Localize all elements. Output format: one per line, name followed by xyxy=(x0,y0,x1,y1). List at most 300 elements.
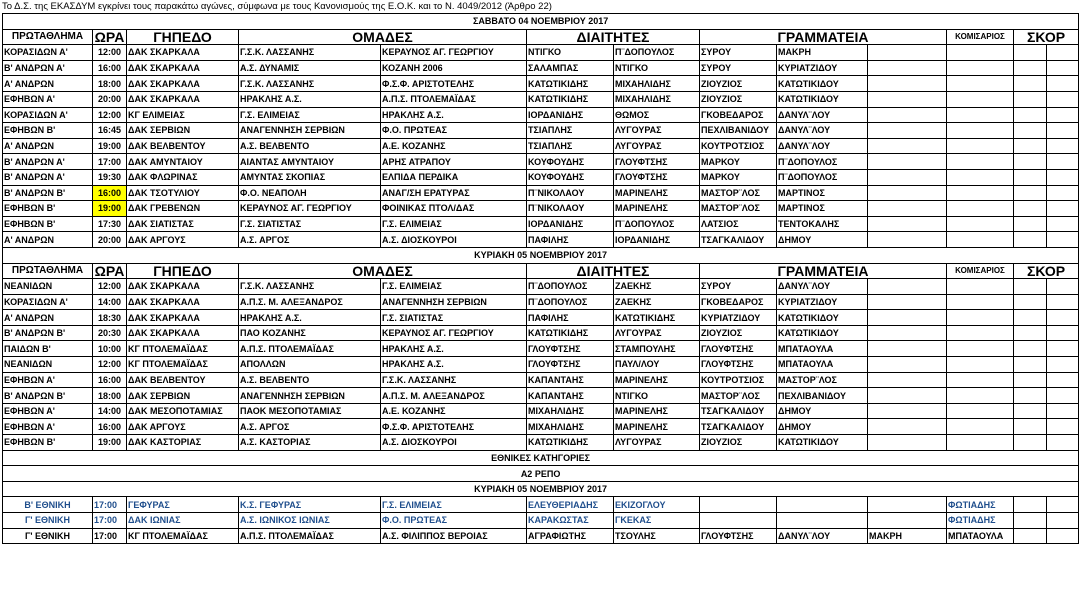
referee-1-cell: ΤΣΙΑΠΛΗΣ xyxy=(527,138,614,154)
referee-1-cell: ΚΟΥΦΟΥΔΗΣ xyxy=(527,169,614,185)
secretary-2-cell: ΔΑΝΥΛ¨ΛΟΥ xyxy=(777,528,868,544)
blank-cell xyxy=(868,76,947,92)
national-match-row xyxy=(3,497,1079,513)
match-row xyxy=(3,357,1079,373)
match-row xyxy=(3,341,1079,357)
score-away-cell xyxy=(1047,279,1079,295)
away-team-cell: Α.Σ. ΦΙΛΙΠΠΟΣ ΒΕΡΟΙΑΣ xyxy=(381,528,527,544)
time-cell: 18:00 xyxy=(93,76,127,92)
commissioner-cell xyxy=(947,45,1014,61)
match-row xyxy=(3,91,1079,107)
home-team-cell: Γ.Σ.Κ. ΛΑΣΣΑΝΗΣ xyxy=(239,279,381,295)
home-team-cell: ΑΝΑΓΕΝΝΗΣΗ ΣΕΡΒΙΩΝ xyxy=(239,123,381,139)
score-away-cell xyxy=(1047,357,1079,373)
header-time: ΩΡΑ xyxy=(93,263,127,279)
score-away-cell xyxy=(1047,216,1079,232)
away-team-cell: Γ.Σ.Κ. ΛΑΣΣΑΝΗΣ xyxy=(381,372,527,388)
home-team-cell: ΚΕΡΑΥΝΟΣ ΑΓ. ΓΕΩΡΓΙΟΥ xyxy=(239,201,381,217)
referee-2-cell: ΙΟΡΔΑΝΙΔΗΣ xyxy=(614,232,700,248)
secretary-1-cell: ΤΣΑΓΚΑΛΙΔΟΥ xyxy=(700,403,777,419)
score-home-cell xyxy=(1014,279,1047,295)
secretary-2-cell: ΔΑΝΥΛ¨ΛΟΥ xyxy=(777,279,868,295)
secretary-1-cell xyxy=(700,513,777,529)
home-team-cell: Γ.Σ. ΕΛΙΜΕΙΑΣ xyxy=(239,107,381,123)
referee-1-cell: Π¨ΝΙΚΟΛΑΟΥ xyxy=(527,201,614,217)
commissioner-cell xyxy=(947,91,1014,107)
score-home-cell xyxy=(1014,513,1047,529)
championship-cell: Α' ΑΝΔΡΩΝ xyxy=(3,76,93,92)
score-home-cell xyxy=(1014,201,1047,217)
referee-1-cell: ΚΑΤΩΤΙΚΙΔΗΣ xyxy=(527,325,614,341)
score-home-cell xyxy=(1014,310,1047,326)
time-cell: 17:00 xyxy=(93,513,127,529)
championship-cell: Α' ΑΝΔΡΩΝ xyxy=(3,310,93,326)
blank-cell xyxy=(868,169,947,185)
championship-cell: ΚΟΡΑΣΙΔΩΝ Α' xyxy=(3,294,93,310)
venue-cell: ΔΑΚ ΣΚΑΡΚΑΛΑ xyxy=(127,325,239,341)
referee-2-cell: ΜΑΡΙΝΕΛΗΣ xyxy=(614,185,700,201)
referee-2-cell: Π¨ΔΟΠΟΥΛΟΣ xyxy=(614,45,700,61)
secretary-1-cell: ΜΑΡΚΟΥ xyxy=(700,154,777,170)
away-team-cell: Φ.Σ.Φ. ΑΡΙΣΤΟΤΕΛΗΣ xyxy=(381,419,527,435)
home-team-cell: Γ.Σ.Κ. ΛΑΣΣΑΝΗΣ xyxy=(239,76,381,92)
blank-cell xyxy=(868,107,947,123)
blank-cell xyxy=(868,388,947,404)
secretary-2-cell: ΠΕΧΛΙΒΑΝΙΔΟΥ xyxy=(777,388,868,404)
commissioner-cell xyxy=(947,138,1014,154)
away-team-cell: Α.Π.Σ. ΠΤΟΛΕΜΑΪΔΑΣ xyxy=(381,91,527,107)
secretary-2-cell: ΚΥΡΙΑΤΖΙΔΟΥ xyxy=(777,294,868,310)
commissioner-cell xyxy=(947,388,1014,404)
commissioner-cell xyxy=(947,76,1014,92)
extra-cell: ΜΑΚΡΗ xyxy=(868,528,947,544)
secretary-2-cell: Π¨ΔΟΠΟΥΛΟΣ xyxy=(777,169,868,185)
referee-1-cell: ΜΙΧΑΗΛΙΔΗΣ xyxy=(527,419,614,435)
time-cell: 14:00 xyxy=(93,294,127,310)
home-team-cell: ΠΑΟ ΚΟΖΑΝΗΣ xyxy=(239,325,381,341)
commissioner-cell xyxy=(947,232,1014,248)
referee-1-cell: ΠΑΦΙΛΗΣ xyxy=(527,232,614,248)
championship-cell: ΕΦΗΒΩΝ Α' xyxy=(3,403,93,419)
commissioner-cell xyxy=(947,169,1014,185)
blank-cell xyxy=(868,216,947,232)
referee-1-cell: ΤΣΙΑΠΛΗΣ xyxy=(527,123,614,139)
blank-cell xyxy=(868,123,947,139)
score-home-cell xyxy=(1014,388,1047,404)
secretary-1-cell: ΓΚΟΒΕΔΑΡΟΣ xyxy=(700,107,777,123)
home-team-cell: Α.Σ. ΔΥΝΑΜΙΣ xyxy=(239,60,381,76)
score-away-cell xyxy=(1047,154,1079,170)
home-team-cell: Α.Σ. ΒΕΛΒΕΝΤΟ xyxy=(239,138,381,154)
championship-cell: Β' ΑΝΔΡΩΝ Α' xyxy=(3,169,93,185)
commissioner-cell xyxy=(947,60,1014,76)
match-row xyxy=(3,76,1079,92)
championship-cell: Β' ΑΝΔΡΩΝ Β' xyxy=(3,388,93,404)
championship-cell: ΕΦΗΒΩΝ Α' xyxy=(3,91,93,107)
referee-2-cell: ΓΚΕΚΑΣ xyxy=(614,513,700,529)
score-home-cell xyxy=(1014,169,1047,185)
referee-1-cell: Π¨ΔΟΠΟΥΛΟΣ xyxy=(527,294,614,310)
time-cell: 19:00 xyxy=(93,138,127,154)
away-team-cell: Γ.Σ. ΣΙΑΤΙΣΤΑΣ xyxy=(381,310,527,326)
match-row xyxy=(3,60,1079,76)
referee-1-cell: ΜΙΧΑΗΛΙΔΗΣ xyxy=(527,403,614,419)
saturday-title-text: ΣΑΒΒΑΤΟ 04 ΝΟΕΜΒΡΙΟΥ 2017 xyxy=(3,14,1079,30)
national-subtitle-text: Α2 ΡΕΠΟ xyxy=(3,466,1079,482)
home-team-cell: ΑΙΑΝΤΑΣ ΑΜΥΝΤΑΙΟΥ xyxy=(239,154,381,170)
referee-1-cell: ΚΑΠΑΝΤΑΗΣ xyxy=(527,388,614,404)
home-team-cell: ΗΡΑΚΛΗΣ Α.Σ. xyxy=(239,91,381,107)
referee-2-cell: ΜΙΧΑΗΛΙΔΗΣ xyxy=(614,76,700,92)
commissioner-cell xyxy=(947,419,1014,435)
score-away-cell xyxy=(1047,232,1079,248)
secretary-2-cell: ΜΑΡΤΙΝΟΣ xyxy=(777,185,868,201)
sunday-title xyxy=(3,247,1079,263)
score-away-cell xyxy=(1047,91,1079,107)
match-row xyxy=(3,154,1079,170)
score-away-cell xyxy=(1047,372,1079,388)
score-home-cell xyxy=(1014,372,1047,388)
away-team-cell: ΚΟΖΑΝΗ 2006 xyxy=(381,60,527,76)
score-away-cell xyxy=(1047,123,1079,139)
secretary-1-cell: ΓΛΟΥΦΤΣΗΣ xyxy=(700,341,777,357)
blank-cell xyxy=(868,279,947,295)
secretary-2-cell: ΚΑΤΩΤΙΚΙΔΟΥ xyxy=(777,435,868,451)
venue-cell: ΚΓ ΠΤΟΛΕΜΑΪΔΑΣ xyxy=(127,341,239,357)
blank-cell xyxy=(868,403,947,419)
secretary-1-cell: ΚΟΥΤΡΟΤΣΙΟΣ xyxy=(700,138,777,154)
home-team-cell: ΑΝΑΓΕΝΝΗΣΗ ΣΕΡΒΙΩΝ xyxy=(239,388,381,404)
header-venue: ΓΗΠΕΔΟ xyxy=(127,29,239,45)
blank-cell xyxy=(868,91,947,107)
time-cell: 19:30 xyxy=(93,169,127,185)
time-cell: 19:00 xyxy=(93,435,127,451)
time-cell: 17:00 xyxy=(93,154,127,170)
score-home-cell xyxy=(1014,154,1047,170)
referee-2-cell: ΜΑΡΙΝΕΛΗΣ xyxy=(614,419,700,435)
referee-2-cell: ΣΤΑΜΠΟΥΛΗΣ xyxy=(614,341,700,357)
secretary-1-cell: ΜΑΣΤΟΡ¨ΛΟΣ xyxy=(700,201,777,217)
championship-cell: ΝΕΑΝΙΔΩΝ xyxy=(3,357,93,373)
venue-cell: ΔΑΚ ΣΕΡΒΙΩΝ xyxy=(127,123,239,139)
secretary-1-cell: ΚΟΥΤΡΟΤΣΙΟΣ xyxy=(700,372,777,388)
away-team-cell: Γ.Σ. ΕΛΙΜΕΙΑΣ xyxy=(381,216,527,232)
referee-2-cell: ΓΛΟΥΦΤΣΗΣ xyxy=(614,154,700,170)
home-team-cell: Γ.Σ. ΣΙΑΤΙΣΤΑΣ xyxy=(239,216,381,232)
away-team-cell: Α.Ε. ΚΟΖΑΝΗΣ xyxy=(381,403,527,419)
venue-cell: ΔΑΚ ΣΚΑΡΚΑΛΑ xyxy=(127,91,239,107)
time-cell: 18:00 xyxy=(93,388,127,404)
venue-cell: ΔΑΚ ΒΕΛΒΕΝΤΟΥ xyxy=(127,372,239,388)
header-score: ΣΚΟΡ xyxy=(1014,29,1079,45)
away-team-cell: Φ.Σ.Φ. ΑΡΙΣΤΟΤΕΛΗΣ xyxy=(381,76,527,92)
referee-2-cell: ΛΥΓΟΥΡΑΣ xyxy=(614,435,700,451)
secretary-2-cell: ΔΑΝΥΛ¨ΛΟΥ xyxy=(777,123,868,139)
time-cell: 16:45 xyxy=(93,123,127,139)
header-referees: ΔΙΑΙΤΗΤΕΣ xyxy=(527,29,700,45)
score-away-cell xyxy=(1047,403,1079,419)
time-cell: 16:00 xyxy=(93,185,127,201)
secretary-1-cell: ΖΙΟΥΖΙΟΣ xyxy=(700,91,777,107)
secretary-2-cell: ΚΑΤΩΤΙΚΙΔΟΥ xyxy=(777,325,868,341)
national-title-text: ΕΘΝΙΚΕΣ ΚΑΤΗΓΟΡΙΕΣ xyxy=(3,450,1079,466)
match-row xyxy=(3,388,1079,404)
time-cell: 19:00 xyxy=(93,201,127,217)
venue-cell: ΔΑΚ ΣΚΑΡΚΑΛΑ xyxy=(127,60,239,76)
match-row xyxy=(3,45,1079,61)
score-away-cell xyxy=(1047,341,1079,357)
schedule-body xyxy=(3,14,1079,544)
time-cell: 18:30 xyxy=(93,310,127,326)
championship-cell: ΕΦΗΒΩΝ Α' xyxy=(3,372,93,388)
time-cell: 20:00 xyxy=(93,91,127,107)
blank-cell xyxy=(868,357,947,373)
secretary-2-cell: ΔΗΜΟΥ xyxy=(777,232,868,248)
header-commissioner: ΚΟΜΙΣΑΡΙΟΣ xyxy=(947,29,1014,45)
referee-1-cell: ΚΑΠΑΝΤΑΗΣ xyxy=(527,372,614,388)
referee-1-cell: ΠΑΦΙΛΗΣ xyxy=(527,310,614,326)
score-home-cell xyxy=(1014,232,1047,248)
secretary-1-cell: ΜΑΡΚΟΥ xyxy=(700,169,777,185)
match-row xyxy=(3,201,1079,217)
away-team-cell: ΚΕΡΑΥΝΟΣ ΑΓ. ΓΕΩΡΓΙΟΥ xyxy=(381,325,527,341)
away-team-cell: Α.Σ. ΔΙΟΣΚΟΥΡΟΙ xyxy=(381,435,527,451)
secretary-2-cell: ΔΑΝΥΛ¨ΛΟΥ xyxy=(777,107,868,123)
championship-cell: ΕΦΗΒΩΝ Β' xyxy=(3,123,93,139)
match-row xyxy=(3,372,1079,388)
secretary-1-cell: ΛΑΤΣΙΟΣ xyxy=(700,216,777,232)
championship-cell: Β' ΑΝΔΡΩΝ Α' xyxy=(3,60,93,76)
home-team-cell: ΗΡΑΚΛΗΣ Α.Σ. xyxy=(239,310,381,326)
away-team-cell: ΑΝΑΓ/ΣΗ ΕΡΑΤΥΡΑΣ xyxy=(381,185,527,201)
referee-2-cell: ΝΤΙΓΚΟ xyxy=(614,60,700,76)
score-away-cell xyxy=(1047,138,1079,154)
secretary-1-cell: ΣΥΡΟΥ xyxy=(700,279,777,295)
header-secretariat: ΓΡΑΜΜΑΤΕΙΑ xyxy=(700,263,947,279)
blank-cell xyxy=(868,341,947,357)
score-away-cell xyxy=(1047,169,1079,185)
secretary-1-cell: ΖΙΟΥΖΙΟΣ xyxy=(700,76,777,92)
away-team-cell: ΑΡΗΣ ΑΤΡΑΠΟΥ xyxy=(381,154,527,170)
secretary-1-cell: ΤΣΑΓΚΑΛΙΔΟΥ xyxy=(700,232,777,248)
home-team-cell: ΠΑΟΚ ΜΕΣΟΠΟΤΑΜΙΑΣ xyxy=(239,403,381,419)
away-team-cell: Α.Σ. ΔΙΟΣΚΟΥΡΟΙ xyxy=(381,232,527,248)
championship-cell: ΚΟΡΑΣΙΔΩΝ Α' xyxy=(3,45,93,61)
score-home-cell xyxy=(1014,107,1047,123)
venue-cell: ΔΑΚ ΣΚΑΡΚΑΛΑ xyxy=(127,294,239,310)
home-team-cell: Γ.Σ.Κ. ΛΑΣΣΑΝΗΣ xyxy=(239,45,381,61)
home-team-cell: Α.Σ. ΑΡΓΟΣ xyxy=(239,419,381,435)
score-away-cell xyxy=(1047,201,1079,217)
championship-cell: Β' ΑΝΔΡΩΝ Α' xyxy=(3,154,93,170)
secretary-2-cell: ΜΠΑΤΑΟΥΛΑ xyxy=(777,357,868,373)
secretary-1-cell: ΚΥΡΙΑΤΖΙΔΟΥ xyxy=(700,310,777,326)
championship-cell: ΕΦΗΒΩΝ Β' xyxy=(3,216,93,232)
blank-cell xyxy=(868,294,947,310)
referee-2-cell: ΠΑΥΛ/ΛΟΥ xyxy=(614,357,700,373)
commissioner-cell: ΜΠΑΤΑΟΥΛΑ xyxy=(947,528,1014,544)
venue-cell: ΔΑΚ ΣΚΑΡΚΑΛΑ xyxy=(127,76,239,92)
score-home-cell xyxy=(1014,76,1047,92)
score-home-cell xyxy=(1014,294,1047,310)
score-away-cell xyxy=(1047,294,1079,310)
championship-cell: Γ' ΕΘΝΙΚΗ xyxy=(3,528,93,544)
match-row xyxy=(3,216,1079,232)
national-day-text: ΚΥΡΙΑΚΗ 05 ΝΟΕΜΒΡΙΟΥ 2017 xyxy=(3,481,1079,497)
time-cell: 17:30 xyxy=(93,216,127,232)
match-row xyxy=(3,310,1079,326)
venue-cell: ΔΑΚ ΑΡΓΟΥΣ xyxy=(127,232,239,248)
score-home-cell xyxy=(1014,435,1047,451)
referee-2-cell: ΖΑΕΚΗΣ xyxy=(614,294,700,310)
venue-cell: ΚΓ ΕΛΙΜΕΙΑΣ xyxy=(127,107,239,123)
away-team-cell: ΗΡΑΚΛΗΣ Α.Σ. xyxy=(381,341,527,357)
secretary-1-cell: ΖΙΟΥΖΙΟΣ xyxy=(700,325,777,341)
saturday-title xyxy=(3,14,1079,30)
referee-2-cell: Π¨ΔΟΠΟΥΛΟΣ xyxy=(614,216,700,232)
match-row xyxy=(3,123,1079,139)
referee-1-cell: ΕΛΕΥΘΕΡΙΑΔΗΣ xyxy=(527,497,614,513)
secretary-1-cell xyxy=(700,497,777,513)
secretary-2-cell: ΚΑΤΩΤΙΚΙΔΟΥ xyxy=(777,91,868,107)
referee-2-cell: ΜΑΡΙΝΕΛΗΣ xyxy=(614,372,700,388)
referee-1-cell: ΚΑΤΩΤΙΚΙΔΗΣ xyxy=(527,91,614,107)
score-home-cell xyxy=(1014,497,1047,513)
referee-1-cell: ΑΓΡΑΦΙΩΤΗΣ xyxy=(527,528,614,544)
championship-cell: ΕΦΗΒΩΝ Α' xyxy=(3,419,93,435)
score-home-cell xyxy=(1014,341,1047,357)
commissioner-cell xyxy=(947,310,1014,326)
commissioner-cell xyxy=(947,201,1014,217)
score-away-cell xyxy=(1047,310,1079,326)
blank-cell xyxy=(868,310,947,326)
time-cell: 17:00 xyxy=(93,528,127,544)
blank-cell xyxy=(868,419,947,435)
secretary-1-cell: ΜΑΣΤΟΡ¨ΛΟΣ xyxy=(700,388,777,404)
home-team-cell: Α.Σ. ΙΩΝΙΚΟΣ ΙΩΝΙΑΣ xyxy=(239,513,381,529)
venue-cell: ΔΑΚ ΣΚΑΡΚΑΛΑ xyxy=(127,279,239,295)
score-home-cell xyxy=(1014,528,1047,544)
commissioner-cell: ΦΩΤΙΑΔΗΣ xyxy=(947,513,1014,529)
score-away-cell xyxy=(1047,513,1079,529)
score-away-cell xyxy=(1047,435,1079,451)
referee-1-cell: Π¨ΝΙΚΟΛΑΟΥ xyxy=(527,185,614,201)
score-home-cell xyxy=(1014,419,1047,435)
score-away-cell xyxy=(1047,76,1079,92)
secretary-1-cell: ΓΚΟΒΕΔΑΡΟΣ xyxy=(700,294,777,310)
match-row xyxy=(3,232,1079,248)
secretary-1-cell: ΠΕΧΛΙΒΑΝΙΔΟΥ xyxy=(700,123,777,139)
score-away-cell xyxy=(1047,528,1079,544)
secretary-1-cell: ΓΛΟΥΦΤΣΗΣ xyxy=(700,528,777,544)
secretary-2-cell: ΚΑΤΩΤΙΚΙΔΟΥ xyxy=(777,76,868,92)
secretary-1-cell: ΤΣΑΓΚΑΛΙΔΟΥ xyxy=(700,419,777,435)
venue-cell: ΚΓ ΠΤΟΛΕΜΑΪΔΑΣ xyxy=(127,528,239,544)
match-row xyxy=(3,185,1079,201)
referee-2-cell: ΚΑΤΩΤΙΚΙΔΗΣ xyxy=(614,310,700,326)
score-home-cell xyxy=(1014,216,1047,232)
header-referees: ΔΙΑΙΤΗΤΕΣ xyxy=(527,263,700,279)
score-away-cell xyxy=(1047,185,1079,201)
referee-1-cell: ΚΑΤΩΤΙΚΙΔΗΣ xyxy=(527,76,614,92)
score-home-cell xyxy=(1014,91,1047,107)
championship-cell: Β' ΑΝΔΡΩΝ Β' xyxy=(3,185,93,201)
away-team-cell: Φ.Ο. ΠΡΩΤΕΑΣ xyxy=(381,123,527,139)
score-home-cell xyxy=(1014,138,1047,154)
blank-cell xyxy=(868,201,947,217)
championship-cell: Β' ΑΝΔΡΩΝ Β' xyxy=(3,325,93,341)
championship-cell: ΕΦΗΒΩΝ Β' xyxy=(3,201,93,217)
venue-cell: ΔΑΚ ΣΕΡΒΙΩΝ xyxy=(127,388,239,404)
commissioner-cell xyxy=(947,357,1014,373)
match-row xyxy=(3,138,1079,154)
time-cell: 14:00 xyxy=(93,403,127,419)
commissioner-cell xyxy=(947,216,1014,232)
secretary-2-cell: ΤΕΝΤΟΚΑΛΗΣ xyxy=(777,216,868,232)
venue-cell: ΔΑΚ ΙΩΝΙΑΣ xyxy=(127,513,239,529)
championship-cell: Γ' ΕΘΝΙΚΗ xyxy=(3,513,93,529)
secretary-2-cell: ΔΗΜΟΥ xyxy=(777,419,868,435)
national-match-row xyxy=(3,528,1079,544)
score-home-cell xyxy=(1014,123,1047,139)
referee-2-cell: ΜΙΧΑΗΛΙΔΗΣ xyxy=(614,91,700,107)
score-home-cell xyxy=(1014,325,1047,341)
header-secretariat: ΓΡΑΜΜΑΤΕΙΑ xyxy=(700,29,947,45)
championship-cell: ΚΟΡΑΣΙΔΩΝ Α' xyxy=(3,107,93,123)
commissioner-cell xyxy=(947,435,1014,451)
commissioner-cell xyxy=(947,107,1014,123)
secretary-1-cell: ΣΥΡΟΥ xyxy=(700,60,777,76)
home-team-cell: Α.Π.Σ. Μ. ΑΛΕΞΑΝΔΡΟΣ xyxy=(239,294,381,310)
home-team-cell: Α.Σ. ΚΑΣΤΟΡΙΑΣ xyxy=(239,435,381,451)
referee-2-cell: ΖΑΕΚΗΣ xyxy=(614,279,700,295)
secretary-2-cell: ΚΑΤΩΤΙΚΙΔΟΥ xyxy=(777,310,868,326)
referee-2-cell: ΛΥΓΟΥΡΑΣ xyxy=(614,138,700,154)
score-home-cell xyxy=(1014,185,1047,201)
commissioner-cell xyxy=(947,294,1014,310)
venue-cell: ΔΑΚ ΣΙΑΤΙΣΤΑΣ xyxy=(127,216,239,232)
referee-1-cell: ΙΟΡΔΑΝΙΔΗΣ xyxy=(527,216,614,232)
secretary-2-cell: ΜΑΚΡΗ xyxy=(777,45,868,61)
referee-1-cell: ΓΛΟΥΦΤΣΗΣ xyxy=(527,357,614,373)
match-row xyxy=(3,403,1079,419)
sunday-title-text: ΚΥΡΙΑΚΗ 05 ΝΟΕΜΒΡΙΟΥ 2017 xyxy=(3,247,1079,263)
secretary-2-cell: ΔΑΝΥΛ¨ΛΟΥ xyxy=(777,138,868,154)
national-day xyxy=(3,481,1079,497)
blank-cell xyxy=(868,60,947,76)
venue-cell: ΔΑΚ ΤΣΟΤΥΛΙΟΥ xyxy=(127,185,239,201)
referee-1-cell: ΚΟΥΦΟΥΔΗΣ xyxy=(527,154,614,170)
header-championship: ΠΡΩΤΑΘΛΗΜΑ xyxy=(3,29,93,45)
referee-2-cell: ΛΥΓΟΥΡΑΣ xyxy=(614,123,700,139)
commissioner-cell xyxy=(947,372,1014,388)
commissioner-cell xyxy=(947,341,1014,357)
secretary-1-cell: ΓΛΟΥΦΤΣΗΣ xyxy=(700,357,777,373)
match-row xyxy=(3,279,1079,295)
venue-cell: ΔΑΚ ΚΑΣΤΟΡΙΑΣ xyxy=(127,435,239,451)
secretary-2-cell: ΔΗΜΟΥ xyxy=(777,403,868,419)
referee-1-cell: ΝΤΙΓΚΟ xyxy=(527,45,614,61)
secretary-2-cell xyxy=(777,513,868,529)
national-title xyxy=(3,450,1079,466)
header-score: ΣΚΟΡ xyxy=(1014,263,1079,279)
venue-cell: ΔΑΚ ΦΛΩΡΙΝΑΣ xyxy=(127,169,239,185)
championship-cell: ΝΕΑΝΙΔΩΝ xyxy=(3,279,93,295)
national-match-row xyxy=(3,513,1079,529)
home-team-cell: Φ.Ο. ΝΕΑΠΟΛΗ xyxy=(239,185,381,201)
secretary-1-cell: ΖΙΟΥΖΙΟΣ xyxy=(700,435,777,451)
score-home-cell xyxy=(1014,45,1047,61)
